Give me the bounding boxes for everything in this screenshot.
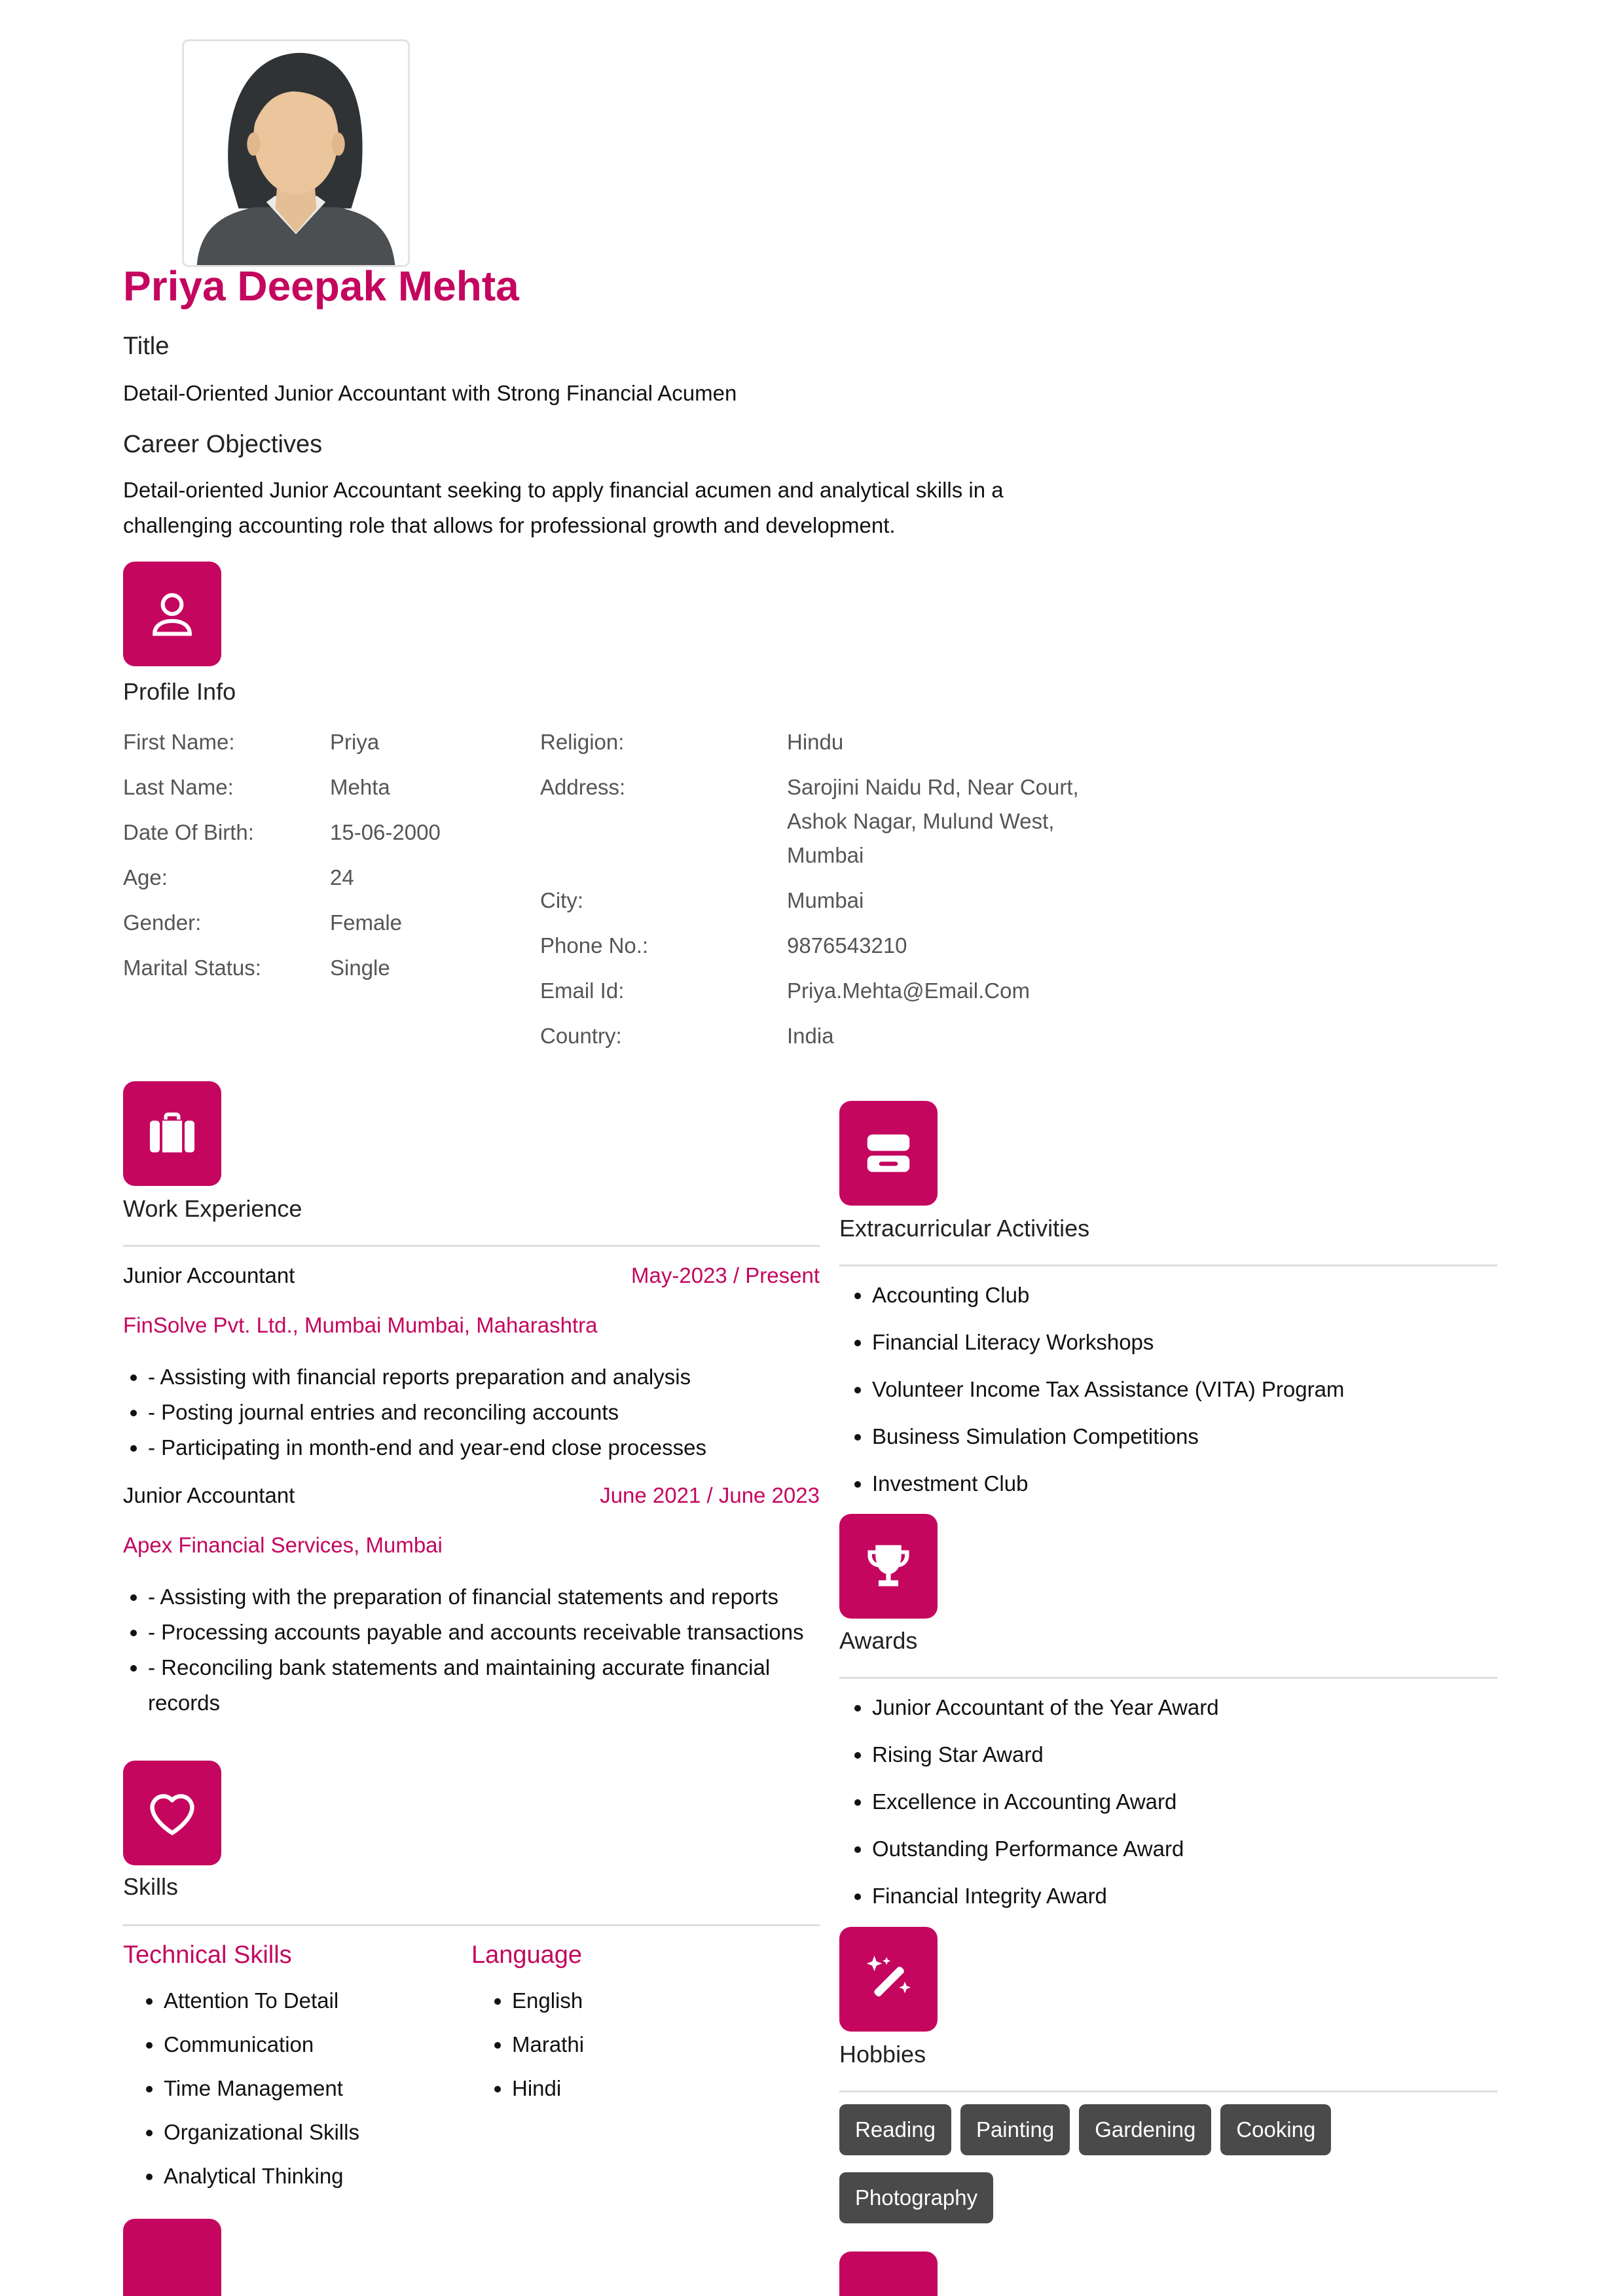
layers-icon bbox=[860, 1125, 917, 1181]
award-item-4: • Outstanding Performance Award bbox=[872, 1831, 1219, 1878]
field-value-religion: Hindu bbox=[787, 730, 844, 754]
language-1: • English bbox=[512, 1983, 584, 2027]
hobby-chip: Cooking bbox=[1220, 2104, 1331, 2155]
technical-skills-list bbox=[123, 1983, 359, 2202]
field-value-first-name: Priya bbox=[330, 730, 380, 754]
technical-skills-heading: Technical Skills bbox=[123, 1941, 292, 1969]
field-value-marital-status: Single bbox=[330, 956, 390, 980]
job-1-dates: May-2023 / Present bbox=[631, 1263, 820, 1287]
profile-photo bbox=[182, 39, 410, 267]
hobbies-divider bbox=[839, 2090, 1497, 2092]
job-1-duties bbox=[123, 1359, 820, 1465]
language-heading: Language bbox=[471, 1941, 583, 1969]
field-label-email: Email Id: bbox=[540, 978, 625, 1003]
job-2-title: Junior Accountant bbox=[123, 1483, 295, 1507]
job-2-duties bbox=[123, 1579, 820, 1721]
work-experience-heading: Work Experience bbox=[123, 1195, 302, 1222]
field-label-first-name: First Name: bbox=[123, 730, 235, 754]
extracurricular-item-2: • Financial Literacy Workshops bbox=[872, 1325, 1344, 1372]
job-2-duty-2: • - Processing accounts payable and accounts receivable transactions bbox=[148, 1615, 820, 1650]
technical-skill-1: • Attention To Detail bbox=[164, 1983, 359, 2027]
field-label-address: Address: bbox=[540, 775, 626, 799]
job-1-duty-2: • - Posting journal entries and reconciling accounts bbox=[148, 1395, 820, 1430]
field-value-phone: 9876543210 bbox=[787, 933, 907, 958]
hobbies-heading: Hobbies bbox=[839, 2041, 926, 2068]
technical-skill-4: • Organizational Skills bbox=[164, 2115, 359, 2159]
field-value-dob: 15-06-2000 bbox=[330, 820, 441, 844]
awards-divider bbox=[839, 1677, 1497, 1679]
job-2-duty-3: • - Reconciling bank statements and maintaining accurate financial records bbox=[148, 1650, 820, 1721]
career-objectives-label: Career Objectives bbox=[123, 431, 323, 458]
awards-tile bbox=[839, 1514, 938, 1619]
field-label-city: City: bbox=[540, 888, 583, 912]
language-3: • Hindi bbox=[512, 2071, 584, 2115]
briefcase-icon bbox=[144, 1105, 200, 1162]
award-item-1: • Junior Accountant of the Year Award bbox=[872, 1690, 1219, 1737]
field-value-address-line-1: Sarojini Naidu Rd, Near Court, bbox=[787, 775, 1079, 799]
job-1-title: Junior Accountant bbox=[123, 1263, 295, 1287]
avatar-illustration bbox=[184, 41, 408, 265]
job-1-duty-3: • - Participating in month-end and year-end close processes bbox=[148, 1430, 820, 1465]
hobby-chip: Gardening bbox=[1079, 2104, 1211, 2155]
field-value-address-line-3: Mumbai bbox=[787, 843, 864, 867]
technical-skill-3: • Time Management bbox=[164, 2071, 359, 2115]
extracurricular-item-5: • Investment Club bbox=[872, 1466, 1344, 1513]
hobby-chip: Reading bbox=[839, 2104, 951, 2155]
field-label-marital-status: Marital Status: bbox=[123, 956, 261, 980]
field-label-last-name: Last Name: bbox=[123, 775, 234, 799]
field-value-address-line-2: Ashok Nagar, Mulund West, bbox=[787, 809, 1055, 833]
work-experience-tile bbox=[123, 1081, 221, 1186]
hobbies-tile bbox=[839, 1927, 938, 2032]
awards-heading: Awards bbox=[839, 1627, 918, 1654]
extracurricular-tile bbox=[839, 1101, 938, 1206]
job-1-duty-1: • - Assisting with financial reports preparation and analysis bbox=[148, 1359, 820, 1395]
award-item-3: • Excellence in Accounting Award bbox=[872, 1784, 1219, 1831]
profile-info-tile bbox=[123, 562, 221, 666]
field-label-phone: Phone No.: bbox=[540, 933, 649, 958]
field-value-email: Priya.Mehta@Email.Com bbox=[787, 978, 1030, 1003]
trophy-icon bbox=[860, 1538, 917, 1594]
language-list bbox=[471, 1983, 584, 2115]
field-value-age: 24 bbox=[330, 865, 354, 889]
field-label-country: Country: bbox=[540, 1024, 622, 1048]
job-2-duty-1: • - Assisting with the preparation of financial statements and reports bbox=[148, 1579, 820, 1615]
skills-heading: Skills bbox=[123, 1873, 179, 1900]
award-item-5: • Financial Integrity Award bbox=[872, 1878, 1219, 1926]
award-item-2: • Rising Star Award bbox=[872, 1737, 1219, 1784]
hobby-chip: Photography bbox=[839, 2172, 993, 2223]
extracurricular-item-4: • Business Simulation Competitions bbox=[872, 1419, 1344, 1466]
next-section-tile-right bbox=[839, 2251, 938, 2296]
extracurricular-item-3: • Volunteer Income Tax Assistance (VITA) Program bbox=[872, 1372, 1344, 1419]
field-value-country: India bbox=[787, 1024, 834, 1048]
extracurricular-divider bbox=[839, 1265, 1497, 1266]
career-objective-line-1: Detail-oriented Junior Accountant seeking to apply financial acumen and analytical skills in a bbox=[123, 478, 1004, 502]
next-section-tile bbox=[123, 2219, 221, 2296]
language-2: • Marathi bbox=[512, 2027, 584, 2071]
skills-tile bbox=[123, 1761, 221, 1865]
field-label-dob: Date Of Birth: bbox=[123, 820, 254, 844]
job-2-company: Apex Financial Services, Mumbai bbox=[123, 1533, 443, 1557]
field-label-age: Age: bbox=[123, 865, 168, 889]
work-experience-divider bbox=[123, 1245, 820, 1247]
profile-info-heading: Profile Info bbox=[123, 678, 236, 705]
job-2-dates: June 2021 / June 2023 bbox=[600, 1483, 820, 1507]
career-objective-line-2: challenging accounting role that allows for professional growth and development. bbox=[123, 513, 896, 537]
technical-skill-5: • Analytical Thinking bbox=[164, 2159, 359, 2202]
title-label: Title bbox=[123, 332, 170, 360]
field-label-religion: Religion: bbox=[540, 730, 625, 754]
extracurricular-heading: Extracurricular Activities bbox=[839, 1215, 1090, 1242]
hobby-chip: Painting bbox=[960, 2104, 1070, 2155]
skills-divider bbox=[123, 1924, 820, 1926]
field-value-gender: Female bbox=[330, 910, 403, 935]
awards-list bbox=[839, 1690, 1219, 1926]
field-label-gender: Gender: bbox=[123, 910, 202, 935]
person-icon bbox=[144, 586, 200, 642]
extracurricular-item-1: • Accounting Club bbox=[872, 1278, 1344, 1325]
extracurricular-list bbox=[839, 1278, 1344, 1513]
heart-icon bbox=[144, 1785, 200, 1841]
hobby-chips bbox=[839, 2104, 1494, 2240]
field-value-city: Mumbai bbox=[787, 888, 864, 912]
technical-skill-2: • Communication bbox=[164, 2027, 359, 2071]
title-text: Detail-Oriented Junior Accountant with Strong Financial Acumen bbox=[123, 381, 737, 405]
candidate-name: Priya Deepak Mehta bbox=[123, 262, 519, 310]
field-value-last-name: Mehta bbox=[330, 775, 390, 799]
magic-wand-icon bbox=[860, 1951, 917, 2007]
job-1-company: FinSolve Pvt. Ltd., Mumbai Mumbai, Maharashtra bbox=[123, 1313, 598, 1337]
